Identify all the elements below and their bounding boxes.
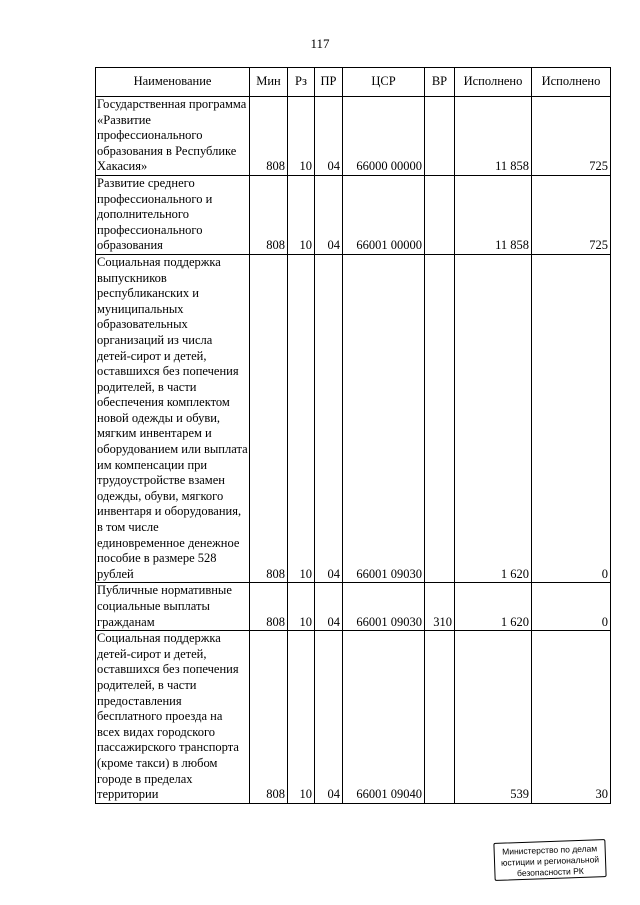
header-name: Наименование xyxy=(96,68,250,97)
row-name: Публичные нормативные социальные выплаты гражданам xyxy=(96,583,250,631)
row-vr: 310 xyxy=(425,583,455,631)
header-csr: ЦСР xyxy=(343,68,425,97)
row-min: 808 xyxy=(250,254,288,582)
row-executed-1: 1 620 xyxy=(455,583,532,631)
row-csr: 66001 09030 xyxy=(343,583,425,631)
row-csr: 66001 00000 xyxy=(343,175,425,254)
row-rz: 10 xyxy=(288,631,315,804)
ministry-stamp xyxy=(493,839,606,881)
row-name: Социальная поддержка выпускников республиканских и муниципальных образовательных организаций из числа детей-сирот и детей, оставшихся без попечения родителей, в части обеспечения комплектом новой одежды и обуви, мягким инвентарем и оборудованием или выплата им компенсации при трудоустройстве взамен одежды, обуви, мягкого инвентаря и оборудования, в том числе единовременное денежное пособие в размере 528 рублей xyxy=(96,254,250,582)
row-executed-2: 725 xyxy=(532,97,611,176)
header-rz: Рз xyxy=(288,68,315,97)
row-rz: 10 xyxy=(288,97,315,176)
page-number: 117 xyxy=(310,36,330,51)
stamp-line: безопасности РК xyxy=(516,865,584,879)
row-executed-1: 1 620 xyxy=(455,254,532,582)
row-rz: 10 xyxy=(288,175,315,254)
budget-table xyxy=(95,67,611,804)
stamp-line: юстиции и региональной xyxy=(500,854,600,868)
row-rz: 10 xyxy=(288,254,315,582)
row-executed-2: 0 xyxy=(532,583,611,631)
row-min: 808 xyxy=(250,175,288,254)
table-row xyxy=(96,175,611,254)
row-vr xyxy=(425,175,455,254)
row-executed-1: 11 858 xyxy=(455,175,532,254)
row-vr xyxy=(425,97,455,176)
table-row xyxy=(96,254,611,582)
header-vr: ВР xyxy=(425,68,455,97)
row-name: Развитие среднего профессионального и дополнительного профессионального образования xyxy=(96,175,250,254)
row-pr: 04 xyxy=(315,97,343,176)
row-name: Социальная поддержка детей-сирот и детей, оставшихся без попечения родителей, в части предоставления бесплатного проезда на всех видах городского пассажирского транспорта (кроме такси) в любом городе в пределах территории xyxy=(96,631,250,804)
row-executed-2: 0 xyxy=(532,254,611,582)
table-header-row xyxy=(96,68,611,97)
row-pr: 04 xyxy=(315,175,343,254)
row-executed-2: 30 xyxy=(532,631,611,804)
row-executed-2: 725 xyxy=(532,175,611,254)
row-min: 808 xyxy=(250,583,288,631)
stamp-line: Министерство по делам xyxy=(501,843,598,857)
row-csr: 66000 00000 xyxy=(343,97,425,176)
row-min: 808 xyxy=(250,97,288,176)
table-row xyxy=(96,583,611,631)
row-executed-1: 539 xyxy=(455,631,532,804)
row-vr xyxy=(425,254,455,582)
row-pr: 04 xyxy=(315,254,343,582)
row-vr xyxy=(425,631,455,804)
header-executed-1: Исполнено xyxy=(455,68,532,97)
header-min: Мин xyxy=(250,68,288,97)
header-executed-2: Исполнено xyxy=(532,68,611,97)
row-name: Государственная программа «Развитие профессионального образования в Республике Хакасия» xyxy=(96,97,250,176)
row-pr: 04 xyxy=(315,631,343,804)
row-csr: 66001 09040 xyxy=(343,631,425,804)
table-row xyxy=(96,631,611,804)
row-csr: 66001 09030 xyxy=(343,254,425,582)
row-min: 808 xyxy=(250,631,288,804)
row-rz: 10 xyxy=(288,583,315,631)
row-executed-1: 11 858 xyxy=(455,97,532,176)
table-row xyxy=(96,97,611,176)
header-pr: ПР xyxy=(315,68,343,97)
row-pr: 04 xyxy=(315,583,343,631)
